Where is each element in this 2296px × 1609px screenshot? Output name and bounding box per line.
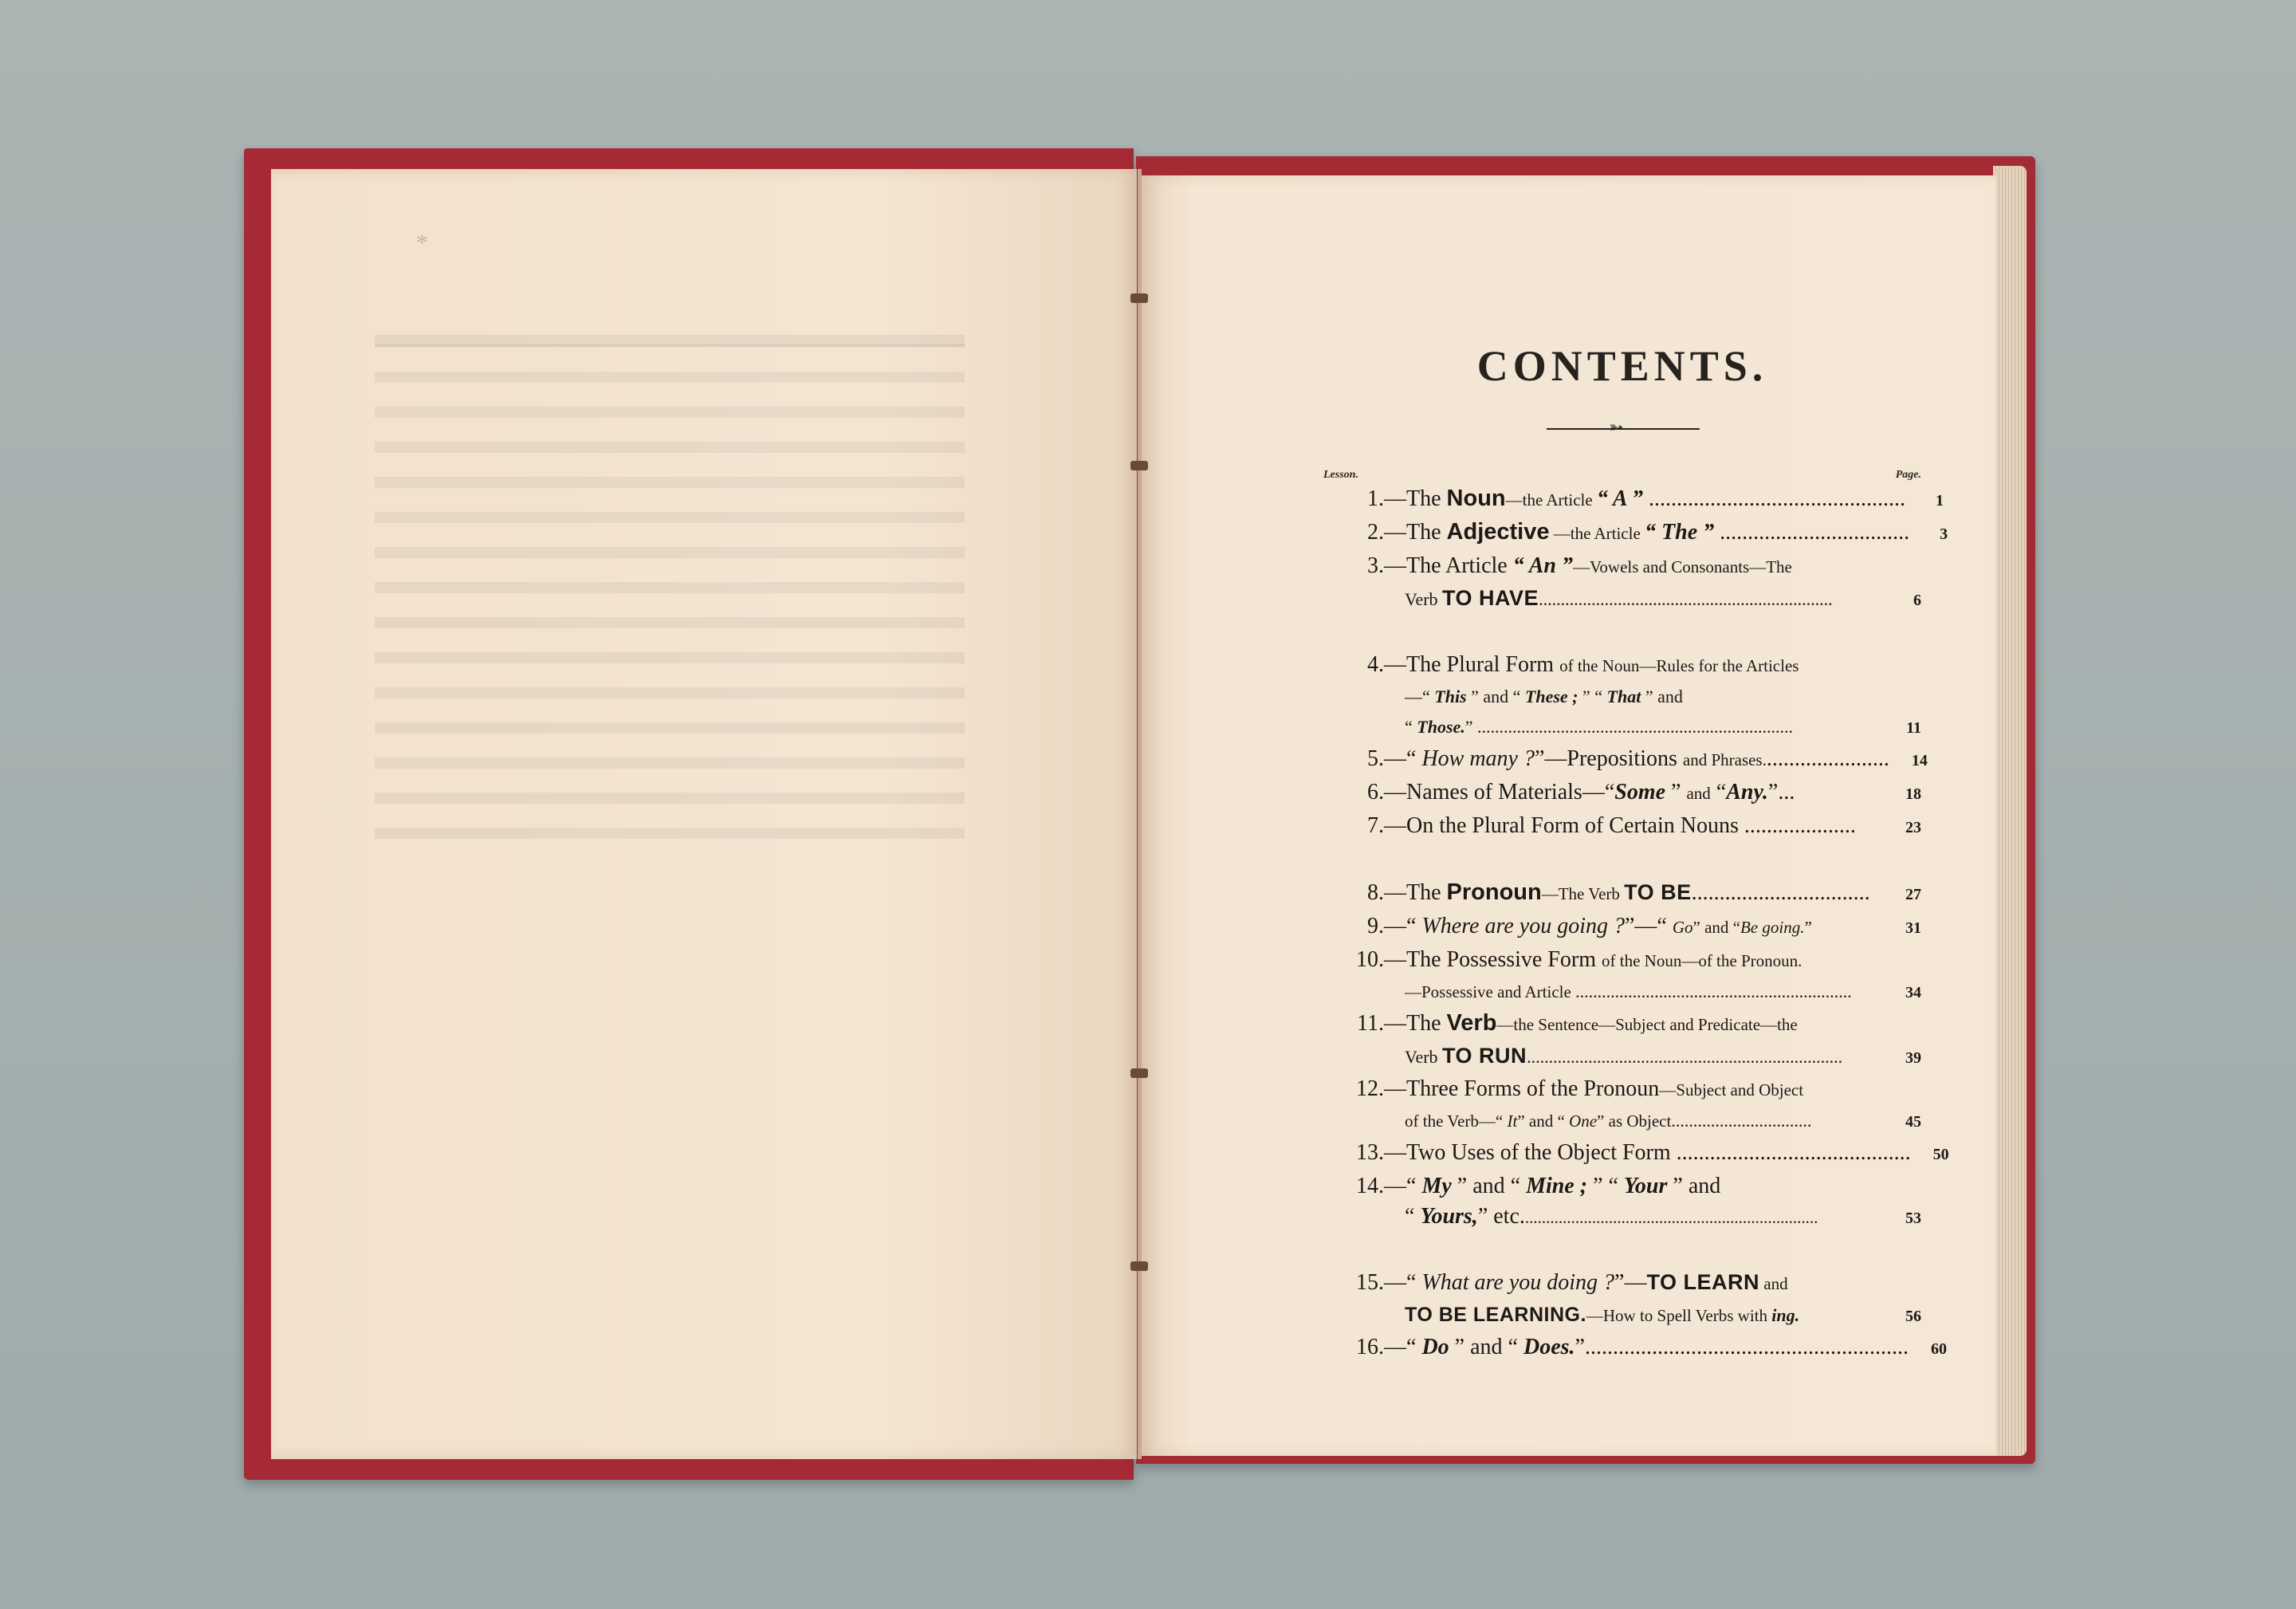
lesson-number: 11. (1357, 1011, 1384, 1036)
toc-entry-3 (1323, 550, 1921, 583)
page-number: 18 (1905, 785, 1921, 803)
page-number: 27 (1905, 886, 1921, 903)
lesson-title: —“ How many ?”—Prepositions and Phrases....................... (1384, 746, 1889, 771)
page-number: 45 (1905, 1113, 1921, 1131)
arrow-ornament-icon: ➳ (1609, 417, 1624, 437)
toc-entry-5 (1323, 743, 1928, 777)
toc-entry-4-continued: —“ This ” and “ These ; ” “ That ” and (1405, 686, 1683, 706)
lesson-title: —“ Where are you going ?”—“ Go” and “Be going.” (1384, 914, 1812, 938)
page-number: 31 (1905, 919, 1921, 937)
lesson-title: —The Pronoun—The Verb TO BE................................ (1384, 879, 1870, 905)
bleed-through-text (375, 335, 965, 855)
lesson-number: 3. (1367, 553, 1384, 578)
lesson-number: 10. (1356, 947, 1384, 972)
toc-entry-7 (1323, 810, 1921, 844)
lesson-number: 9. (1367, 914, 1384, 938)
toc-entry-12-continued: of the Verb—“ It” and “ One” as Object................................ 45 (1323, 1106, 1921, 1137)
lesson-number: 2. (1367, 520, 1384, 545)
page-number: 39 (1905, 1049, 1921, 1067)
binding-stitch (1130, 293, 1148, 303)
lesson-column-heading: Lesson. (1323, 469, 1358, 481)
page-number: 53 (1905, 1210, 1921, 1227)
lesson-title: —“ Do ” and “ Does.”.......................................................... (1384, 1335, 1909, 1359)
toc-entry-10 (1323, 944, 1921, 977)
toc-entry-2 (1323, 517, 1948, 550)
page-number: 3 (1940, 525, 1948, 543)
lesson-title: —Names of Materials—“Some ” and “Any.”... (1384, 780, 1795, 804)
page-number: 60 (1930, 1340, 1947, 1358)
binding-stitch (1130, 1261, 1148, 1271)
lesson-title: —The Adjective —the Article “ The ” .................................. (1384, 519, 1910, 545)
toc-entry-3-continued: Verb TO HAVE................................................................... 6 (1323, 583, 1921, 616)
contents-block (1323, 341, 1949, 1365)
contents-title: CONTENTS. (1476, 342, 1768, 390)
binding-stitch (1130, 1068, 1148, 1078)
lesson-number: 14. (1356, 1174, 1384, 1198)
page-number: 11 (1906, 719, 1921, 737)
lesson-number: 13. (1356, 1140, 1384, 1165)
toc-entry-11 (1323, 1008, 1921, 1041)
lesson-title: —Two Uses of the Object Form .......................................... (1384, 1140, 1911, 1165)
lesson-number: 6. (1367, 780, 1384, 804)
page-number: 6 (1913, 592, 1921, 609)
toc-entry-12 (1323, 1073, 1921, 1106)
lesson-number: 1. (1367, 486, 1384, 511)
lesson-title: —The Plural Form of the Noun—Rules for the Articles (1384, 652, 1799, 677)
toc-entry-8 (1323, 877, 1921, 911)
lesson-title: —Three Forms of the Pronoun—Subject and Object (1384, 1076, 1804, 1101)
lesson-number: 16. (1356, 1335, 1384, 1359)
lesson-number: 7. (1367, 813, 1384, 838)
lesson-title: —“ What are you doing ?”—TO LEARN and (1384, 1270, 1788, 1295)
lesson-title: —“ My ” and “ Mine ; ” “ Your ” and (1384, 1174, 1721, 1198)
lesson-number: 4. (1367, 652, 1384, 677)
title-ornament (1323, 417, 1921, 437)
toc-entry-1 (1323, 483, 1944, 517)
column-headings (1323, 469, 1921, 482)
binding-stitch (1130, 461, 1148, 470)
lesson-number: 8. (1367, 880, 1384, 905)
lesson-title: —On the Plural Form of Certain Nouns .................... (1384, 813, 1856, 838)
lesson-title: —The Possessive Form of the Noun—of the Pronoun. (1384, 947, 1803, 972)
toc-entry-14-continued: “ Yours,” etc....................................................................... 53 (1323, 1202, 1921, 1233)
page-number: 23 (1905, 819, 1921, 836)
page-number: 50 (1932, 1146, 1949, 1163)
page-number: 56 (1905, 1308, 1921, 1325)
toc-entry-9 (1323, 911, 1921, 944)
toc-entry-6 (1323, 777, 1921, 810)
lesson-title: —The Noun—the Article “ A ” .............................................. (1384, 486, 1906, 511)
lesson-number: 12. (1356, 1076, 1384, 1101)
toc-entry-4-continued-2: “ Those.” ........................................................................ 11 (1323, 712, 1921, 743)
toc-entry-15-continued: TO BE LEARNING.—How to Spell Verbs with ing. 56 (1323, 1300, 1921, 1332)
toc-entry-11-continued: Verb TO RUN........................................................................ 39 (1323, 1041, 1921, 1073)
page-number: 34 (1905, 984, 1921, 1001)
toc-entry-13 (1323, 1137, 1949, 1170)
toc-entry-10-continued: —Possessive and Article ............................................................... 34 (1323, 977, 1921, 1008)
lesson-number: 5. (1367, 746, 1384, 771)
page-number: 14 (1911, 752, 1928, 769)
toc-entry-15 (1323, 1267, 1921, 1300)
page-number: 1 (1936, 492, 1944, 509)
toc-entry-14 (1323, 1170, 1921, 1202)
toc-entry-16 (1323, 1332, 1947, 1365)
lesson-title: —The Article “ An ”—Vowels and Consonants—The (1384, 553, 1792, 578)
page-edges (1993, 166, 2027, 1456)
page-column-heading: Page. (1895, 469, 1921, 481)
toc-entry-4 (1323, 649, 1921, 682)
lesson-number: 15. (1356, 1270, 1384, 1295)
lesson-title: —The Verb—the Sentence—Subject and Predicate—the (1384, 1010, 1798, 1036)
ghost-mark: * (416, 230, 428, 256)
